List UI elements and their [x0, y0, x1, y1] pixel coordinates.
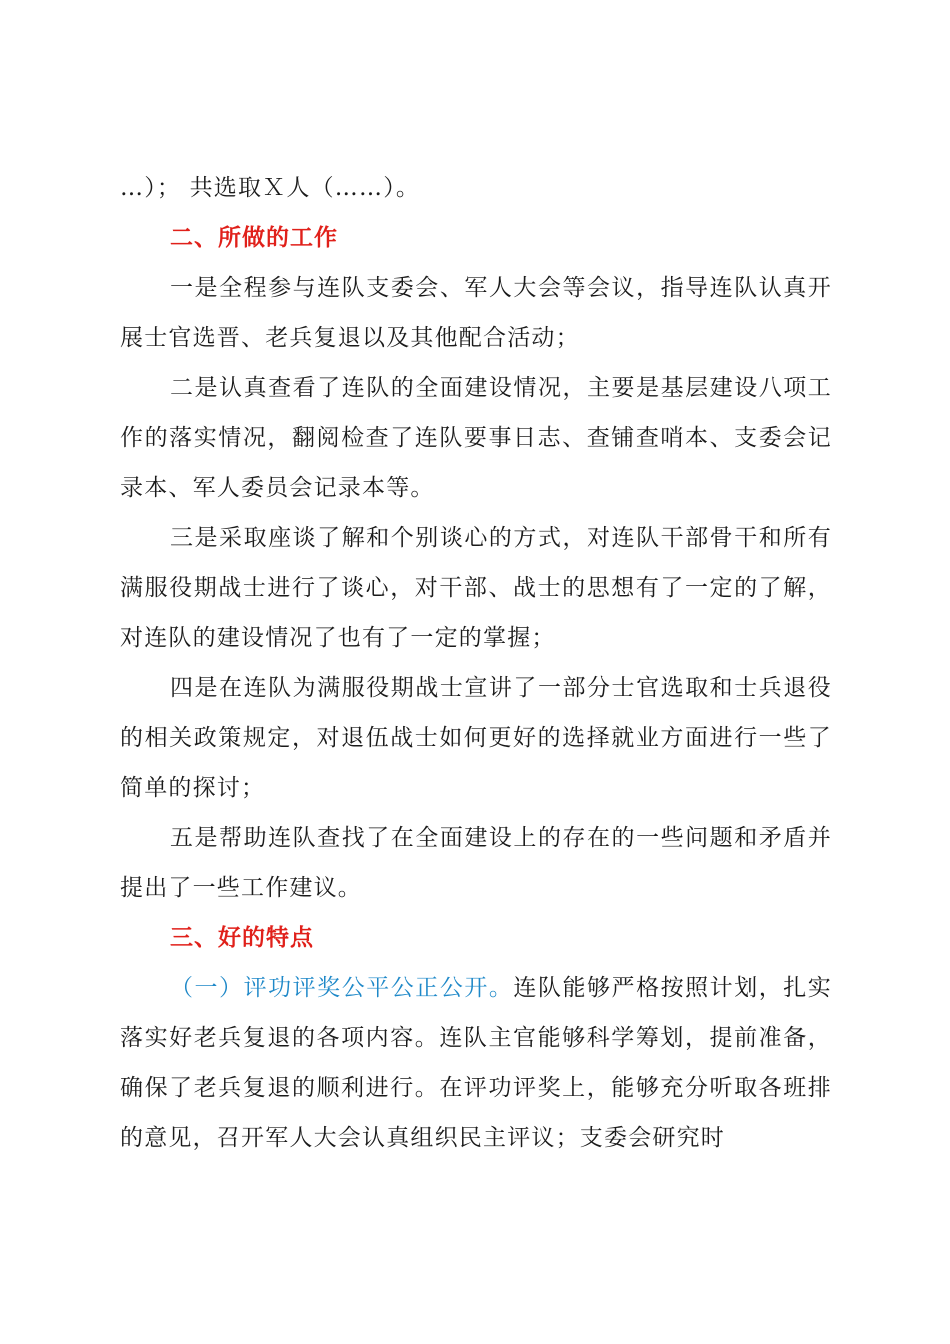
section-heading-work-done: 二、所做的工作 — [170, 225, 338, 251]
paragraph-item-4: 四是在连队为满服役期战士宣讲了一部分士官选取和士兵退役的相关政策规定，对退伍战士如何更好的选择就业方面进行一些了简单的探讨； — [120, 675, 832, 801]
paragraph-item-5: 五是帮助连队查找了在全面建设上的存在的一些问题和矛盾并提出了一些工作建议。 — [120, 825, 832, 901]
feature-paragraph-1 — [120, 963, 832, 1163]
paragraph-item-2: 二是认真查看了连队的全面建设情况，主要是基层建设八项工作的落实情况，翻阅检查了连队要事日志、查铺查哨本、支委会记录本、军人委员会记录本等。 — [120, 375, 832, 501]
paragraph-item-3: 三是采取座谈了解和个别谈心的方式，对连队干部骨干和所有满服役期战士进行了谈心，对干部、战士的思想有了一定的了解，对连队的建设情况了也有了一定的掌握； — [120, 525, 832, 651]
section-heading-good-features: 三、好的特点 — [170, 925, 314, 951]
continuation-line: …）； 共选取Ｘ人（……）。 — [120, 175, 421, 201]
paragraph-item-1: 一是全程参与连队支委会、军人大会等会议，指导连队认真开展士官选晋、老兵复退以及其他配合活动； — [120, 275, 832, 351]
document-body — [120, 163, 832, 1163]
feature-text: 连队能够严格按照计划，扎实落实好老兵复退的各项内容。连队主官能够科学筹划，提前准备，确保了老兵复退的顺利进行。在评功评奖上，能够充分听取各班排的意见，召开军人大会认真组织民主评议；支委会研究时 — [120, 975, 832, 1151]
feature-subheading: （一）评功评奖公平公正公开。 — [170, 975, 514, 1001]
